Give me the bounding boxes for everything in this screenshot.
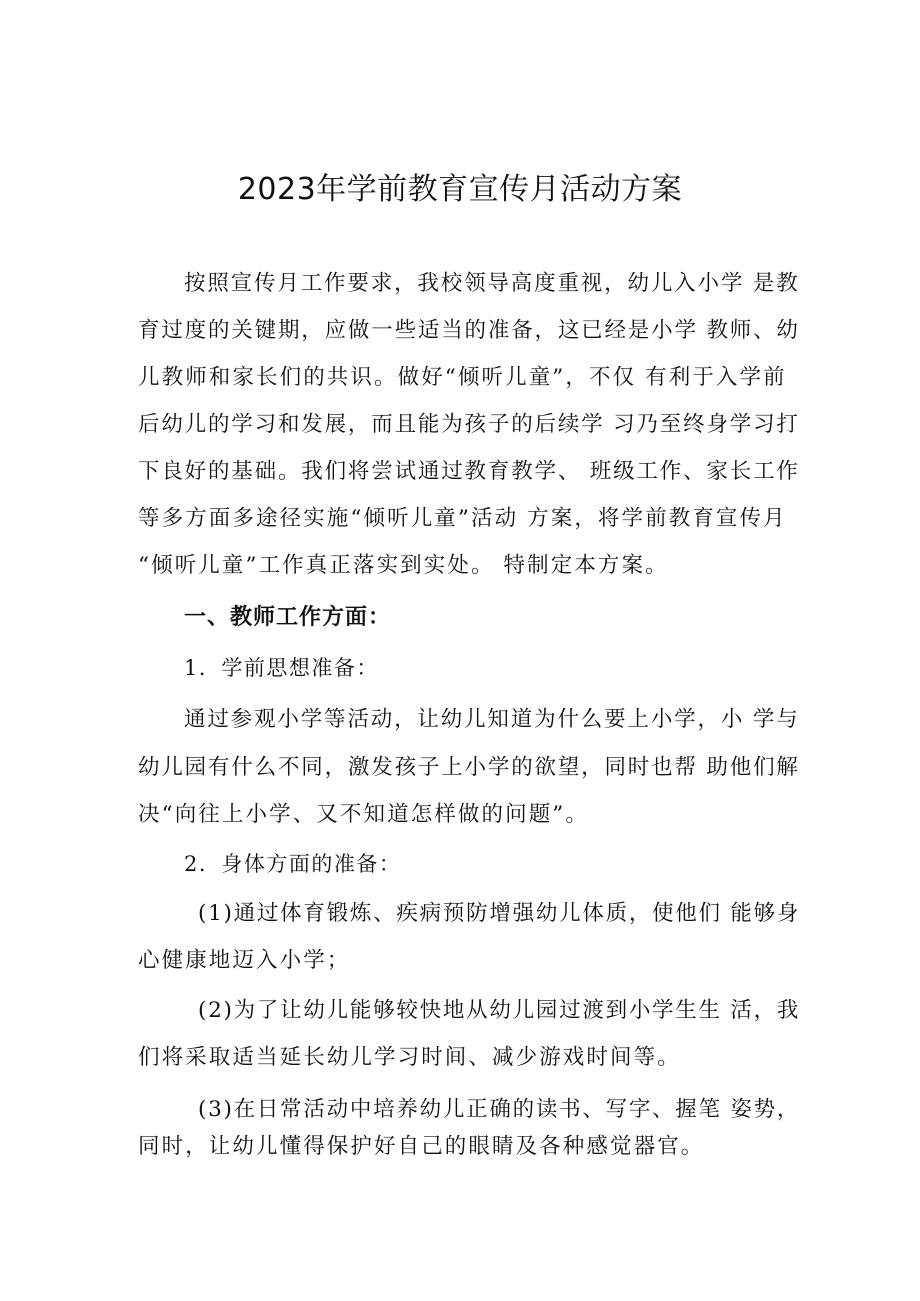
intro-line-2: 育过度的关键期，应做一些适当的准备，这已经是小学 教师、幼 <box>138 318 800 343</box>
item-2-title: 2．身体方面的准备： <box>184 852 402 876</box>
intro-line-7: “倾听儿童”工作真正落实到实处。 特制定本方案。 <box>138 553 669 578</box>
item-1-line-1: 通过参观小学等活动，让幼儿知道为什么要上小学，小 学与 <box>184 707 800 732</box>
item-2-p1-line-2: 心健康地迈入小学； <box>138 948 351 973</box>
item-2-p3-line-2: 同时，让幼儿懂得保护好自己的眼睛及各种感觉器官。 <box>138 1134 705 1159</box>
intro-line-6: 等多方面多途径实施“倾听儿童”活动 方案，将学前教育宣传月 <box>138 506 787 531</box>
item-2-p2-line-1: (2)为了让幼儿能够较快地从幼儿园过渡到小学生生 活，我 <box>198 998 801 1023</box>
intro-line-1: 按照宣传月工作要求，我校领导高度重视，幼儿入小学 是教 <box>184 271 800 296</box>
intro-line-3: 儿教师和家长们的共识。做好“倾听儿童”，不仅 有利于入学前 <box>138 365 787 390</box>
item-2-p1-line-1: (1)通过体育锻炼、疾病预防增强幼儿体质，使他们 能够身 <box>198 901 801 926</box>
item-2-p2-line-2: 们将采取适当延长幼儿学习时间、减少游戏时间等。 <box>138 1045 681 1070</box>
item-1-line-3: 决“向往上小学、又不知道怎样做的问题”。 <box>138 802 589 827</box>
item-1-line-2: 幼儿园有什么不同，激发孩子上小学的欲望，同时也帮 助他们解 <box>138 755 800 780</box>
document-title: 2023年学前教育宣传月活动方案 <box>237 172 683 207</box>
item-1-title: 1．学前思想准备： <box>184 656 379 680</box>
intro-line-4: 后幼儿的学习和发展，而且能为孩子的后续学 习乃至终身学习打 <box>138 412 800 437</box>
intro-line-5: 下良好的基础。我们将尝试通过教育教学、 班级工作、家长工作 <box>138 459 800 484</box>
section-heading-teacher-work: 一、教师工作方面： <box>184 605 392 630</box>
item-2-p3-line-1: (3)在日常活动中培养幼儿正确的读书、写字、握笔 姿势， <box>198 1097 801 1122</box>
